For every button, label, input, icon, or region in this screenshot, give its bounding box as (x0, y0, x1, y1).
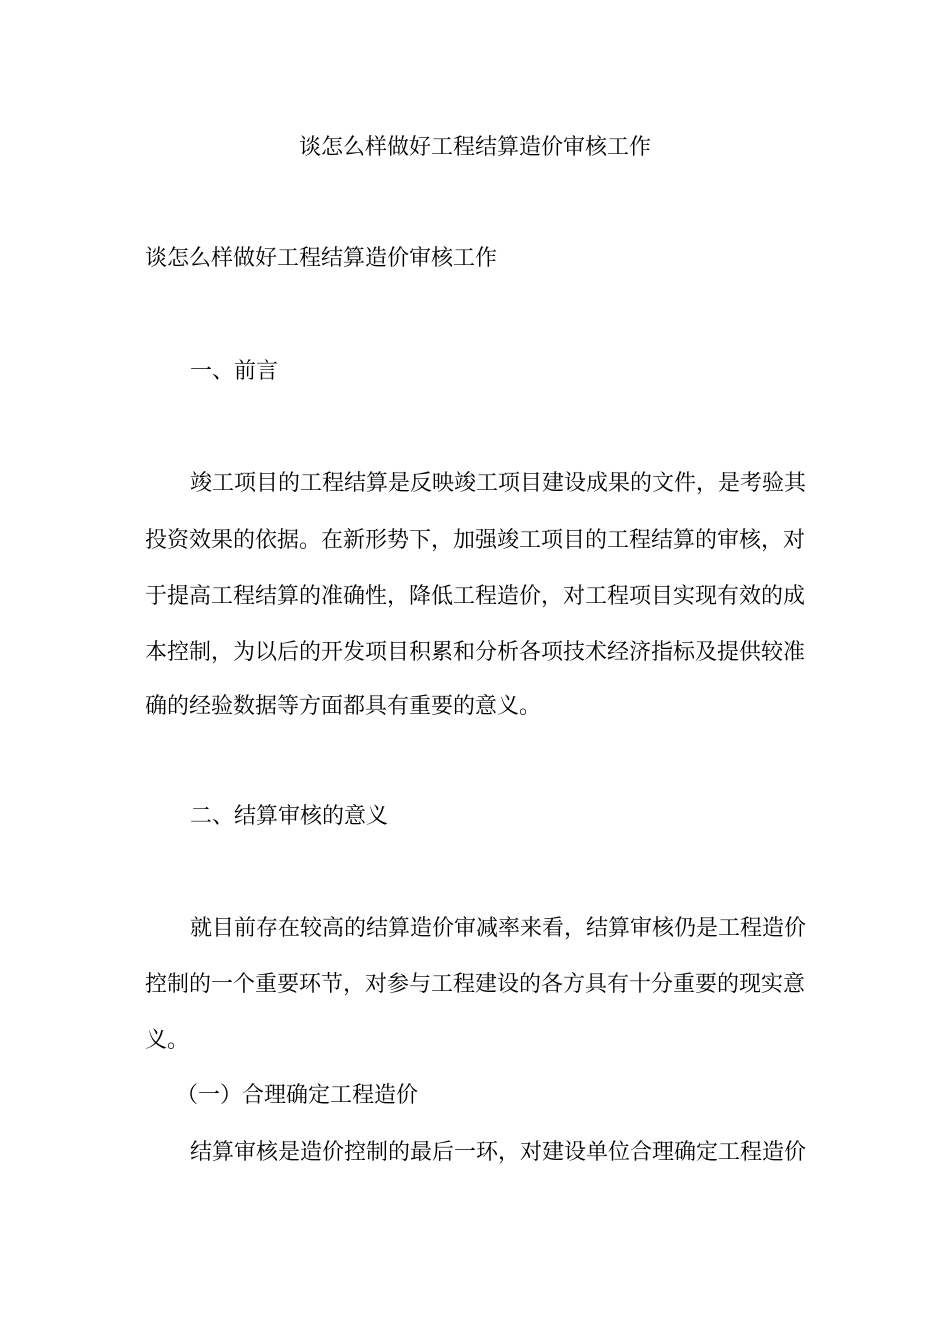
paragraph-line: 投资效果的依据。在新形势下，加强竣工项目的工程结算的审核，对 (145, 528, 806, 553)
paragraph-line: 竣工项目的工程结算是反映竣工项目建设成果的文件，是考验其 (190, 471, 807, 496)
document-title: 谈怎么样做好工程结算造价审核工作 (298, 135, 651, 160)
paragraph-line: 控制的一个重要环节，对参与工程建设的各方具有十分重要的现实意 (145, 972, 806, 997)
paragraph-line: 于提高工程结算的准确性，降低工程造价，对工程项目实现有效的成 (145, 584, 806, 609)
paragraph-line: 就目前存在较高的结算造价审减率来看，结算审核仍是工程造价 (190, 916, 807, 941)
document-subtitle: 谈怎么样做好工程结算造价审核工作 (145, 246, 498, 271)
paragraph-line: 结算审核是造价控制的最后一环，对建设单位合理确定工程造价 (190, 1140, 807, 1165)
subsection-heading: （一）合理确定工程造价 (176, 1083, 419, 1108)
section-heading-significance: 二、结算审核的意义 (190, 804, 389, 829)
paragraph-line: 义。 (145, 1028, 190, 1053)
paragraph-line: 确的经验数据等方面都具有重要的意义。 (145, 694, 542, 719)
section-heading-preface: 一、前言 (190, 359, 279, 384)
paragraph-line: 本控制，为以后的开发项目积累和分析各项技术经济指标及提供较准 (145, 640, 806, 665)
